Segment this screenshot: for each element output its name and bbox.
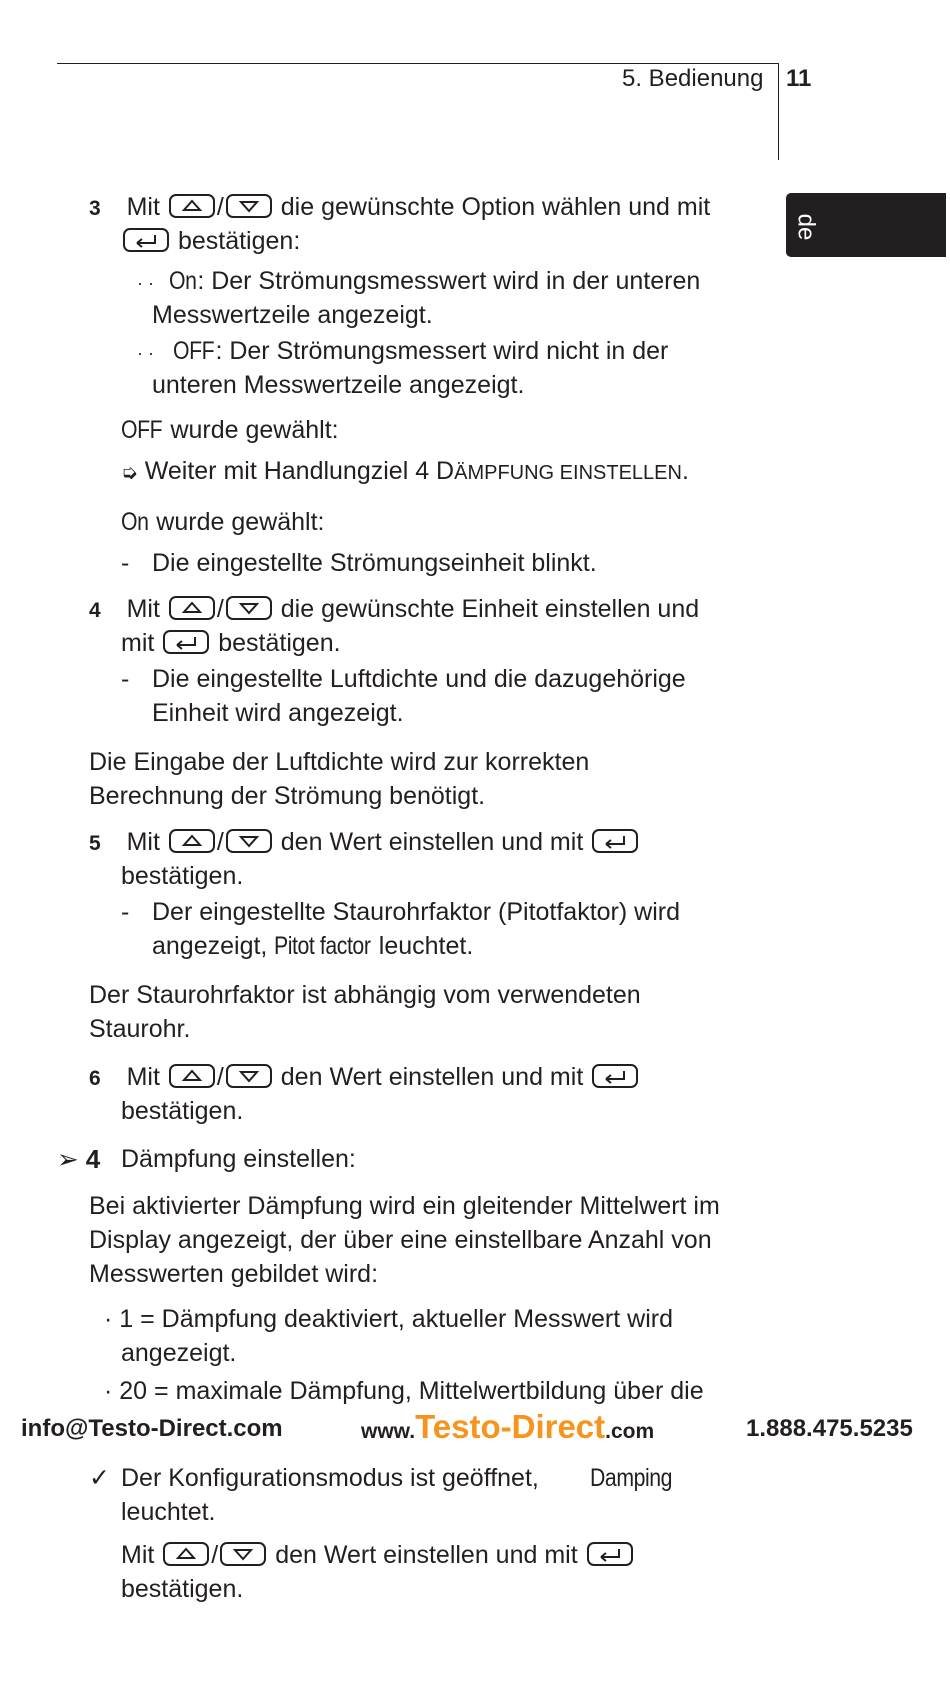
damping-item-1 bbox=[104, 1302, 673, 1336]
footer-phone[interactable]: 1.888.475.5235 bbox=[746, 1415, 913, 1442]
off-selected-text: wurde gewählt: bbox=[163, 416, 339, 444]
up-key-icon bbox=[169, 596, 215, 620]
display-code-on: On bbox=[168, 267, 197, 295]
result-text: Die eingestellte Luftdichte und die dazugehörige bbox=[152, 665, 686, 693]
display-code-off: OFF bbox=[172, 337, 215, 365]
step-number: 3 bbox=[89, 197, 101, 220]
chapter-title: 5. Bedienung bbox=[622, 65, 764, 92]
result-text: Der eingestellte Staurohrfaktor (Pitotfaktor) wird bbox=[152, 898, 680, 926]
step-text: den Wert einstellen und mit bbox=[275, 1541, 578, 1569]
goal-4-heading bbox=[57, 1142, 356, 1177]
damping-value: 20 bbox=[119, 1377, 148, 1405]
language-tab-label: de bbox=[792, 213, 820, 241]
footer-com: .com bbox=[605, 1420, 655, 1443]
bullet: · · bbox=[137, 343, 154, 363]
note-pitot-line-1: Der Staurohrfaktor ist abhängig vom verwendeten bbox=[89, 981, 641, 1009]
on-selected-text: wurde gewählt: bbox=[149, 508, 325, 536]
result-text: leuchtet. bbox=[371, 932, 474, 960]
on-selected bbox=[121, 505, 324, 539]
step-text: die gewünschte Einheit einstellen und bbox=[280, 595, 700, 623]
footer-banner bbox=[0, 1406, 950, 1456]
damping-item-text: = Dämpfung deaktiviert, aktueller Messwert wird bbox=[133, 1305, 673, 1333]
header-divider bbox=[778, 63, 779, 160]
goal-arrow-icon: ➢ bbox=[57, 1144, 79, 1174]
down-key-icon bbox=[226, 829, 272, 853]
goal-title: Dämpfung einstellen: bbox=[121, 1145, 356, 1173]
step-6-line-2: bestätigen. bbox=[121, 1097, 244, 1125]
display-code-pitot: Pitot factor bbox=[274, 932, 371, 960]
result-text: angezeigt, bbox=[152, 932, 275, 960]
enter-key-icon bbox=[592, 829, 638, 853]
bullet: · bbox=[104, 1305, 113, 1333]
goal-number: 4 bbox=[85, 1144, 101, 1174]
step-4-line-1 bbox=[89, 592, 699, 628]
option-on-line-2: Messwertzeile angezeigt. bbox=[152, 301, 433, 329]
step-5-result-2 bbox=[152, 929, 473, 963]
weiter-smallcaps: ÄMPFUNG EINSTELLEN bbox=[454, 462, 682, 484]
step-text: Mit bbox=[126, 1063, 160, 1091]
step-text: mit bbox=[121, 629, 155, 657]
dash: - bbox=[121, 549, 130, 577]
weiter-text: Weiter mit Handlungziel 4 D bbox=[144, 457, 455, 485]
step-6-line-1 bbox=[89, 1060, 640, 1096]
bullet: · bbox=[104, 1377, 113, 1405]
down-key-icon bbox=[226, 1064, 272, 1088]
option-on-line-1 bbox=[137, 264, 700, 300]
config-line-2: leuchtet. bbox=[121, 1498, 216, 1526]
step-5-result-1 bbox=[121, 895, 680, 929]
step-text: bestätigen: bbox=[177, 227, 301, 255]
config-text: Der Konfigurationsmodus ist geöffnet, bbox=[121, 1464, 539, 1492]
enter-key-icon bbox=[123, 228, 169, 252]
step-4-result-2: Einheit wird angezeigt. bbox=[152, 699, 404, 727]
result-line bbox=[121, 546, 597, 580]
result-text: Die eingestellte Strömungseinheit blinkt. bbox=[152, 549, 597, 577]
key-separator: / bbox=[211, 1541, 219, 1569]
up-key-icon bbox=[169, 194, 215, 218]
bullet: · · bbox=[137, 273, 154, 293]
step-text: Mit bbox=[126, 193, 160, 221]
display-code-on: On bbox=[121, 508, 149, 536]
footer-email[interactable]: info@Testo-Direct.com bbox=[21, 1415, 283, 1442]
up-key-icon bbox=[163, 1542, 209, 1566]
damping-desc-line-3: Messwerten gebildet wird: bbox=[89, 1260, 379, 1288]
step-3-line-2 bbox=[121, 224, 300, 258]
option-off-line-2: unteren Messwertzeile angezeigt. bbox=[152, 371, 525, 399]
step-3-line-1 bbox=[89, 190, 710, 226]
step-number: 5 bbox=[89, 832, 101, 855]
page-number: 11 bbox=[786, 65, 812, 92]
step-4-result-1 bbox=[121, 662, 686, 696]
up-key-icon bbox=[169, 1064, 215, 1088]
damping-desc-line-2: Display angezeigt, der über eine einstellbare Anzahl von bbox=[89, 1226, 712, 1254]
step-text: Mit bbox=[126, 828, 160, 856]
language-tab bbox=[786, 193, 946, 257]
footer-www: www. bbox=[361, 1420, 416, 1443]
damping-item-2 bbox=[104, 1374, 704, 1408]
note-density-line-2: Berechnung der Strömung benötigt. bbox=[89, 782, 486, 810]
damping-desc-line-1: Bei aktivierter Dämpfung wird ein gleitender Mittelwert im bbox=[89, 1192, 720, 1220]
weiter-line bbox=[121, 454, 689, 490]
weiter-end: . bbox=[681, 457, 689, 485]
step-text: die gewünschte Option wählen und mit bbox=[280, 193, 711, 221]
step-number: 6 bbox=[89, 1067, 101, 1090]
damping-item-text: = maximale Dämpfung, Mittelwertbildung über die bbox=[147, 1377, 704, 1405]
check-icon: ✓ bbox=[89, 1464, 110, 1492]
damping-value: 1 bbox=[119, 1305, 134, 1333]
down-key-icon bbox=[226, 194, 272, 218]
footer-brand: Testo-Direct bbox=[415, 1408, 606, 1445]
arrow-right-icon: ➭ bbox=[121, 462, 138, 484]
off-selected bbox=[121, 413, 339, 447]
step-5-line-1 bbox=[89, 825, 640, 861]
footer-website[interactable] bbox=[361, 1408, 654, 1446]
dash: - bbox=[121, 898, 130, 926]
step-text: den Wert einstellen und mit bbox=[280, 828, 584, 856]
config-line-3 bbox=[121, 1538, 635, 1572]
config-line-1 bbox=[89, 1461, 539, 1495]
config-line-4: bestätigen. bbox=[121, 1575, 244, 1603]
step-5-line-2: bestätigen. bbox=[121, 862, 244, 890]
key-separator: / bbox=[216, 828, 224, 856]
step-4-line-2 bbox=[121, 626, 341, 660]
display-code-off: OFF bbox=[121, 416, 163, 444]
down-key-icon bbox=[226, 596, 272, 620]
option-text: : Der Strömungsmessert wird nicht in der bbox=[215, 337, 669, 365]
enter-key-icon bbox=[592, 1064, 638, 1088]
enter-key-icon bbox=[163, 630, 209, 654]
dash: - bbox=[121, 665, 130, 693]
down-key-icon bbox=[220, 1542, 266, 1566]
option-off-line-1 bbox=[137, 334, 668, 370]
step-text: Mit bbox=[126, 595, 160, 623]
up-key-icon bbox=[169, 829, 215, 853]
damping-item-1-cont: angezeigt. bbox=[121, 1339, 237, 1367]
key-separator: / bbox=[216, 193, 224, 221]
note-density-line-1: Die Eingabe der Luftdichte wird zur korrekten bbox=[89, 748, 590, 776]
option-text: : Der Strömungsmesswert wird in der unteren bbox=[197, 267, 701, 295]
config-line-1-code bbox=[590, 1461, 687, 1495]
enter-key-icon bbox=[587, 1542, 633, 1566]
step-text: bestätigen. bbox=[218, 629, 341, 657]
key-separator: / bbox=[216, 1063, 224, 1091]
display-code-damping: Damping bbox=[590, 1464, 673, 1492]
step-number: 4 bbox=[89, 599, 101, 622]
step-text: den Wert einstellen und mit bbox=[280, 1063, 584, 1091]
note-pitot-line-2: Staurohr. bbox=[89, 1015, 191, 1043]
key-separator: / bbox=[216, 595, 224, 623]
step-text: Mit bbox=[121, 1541, 155, 1569]
